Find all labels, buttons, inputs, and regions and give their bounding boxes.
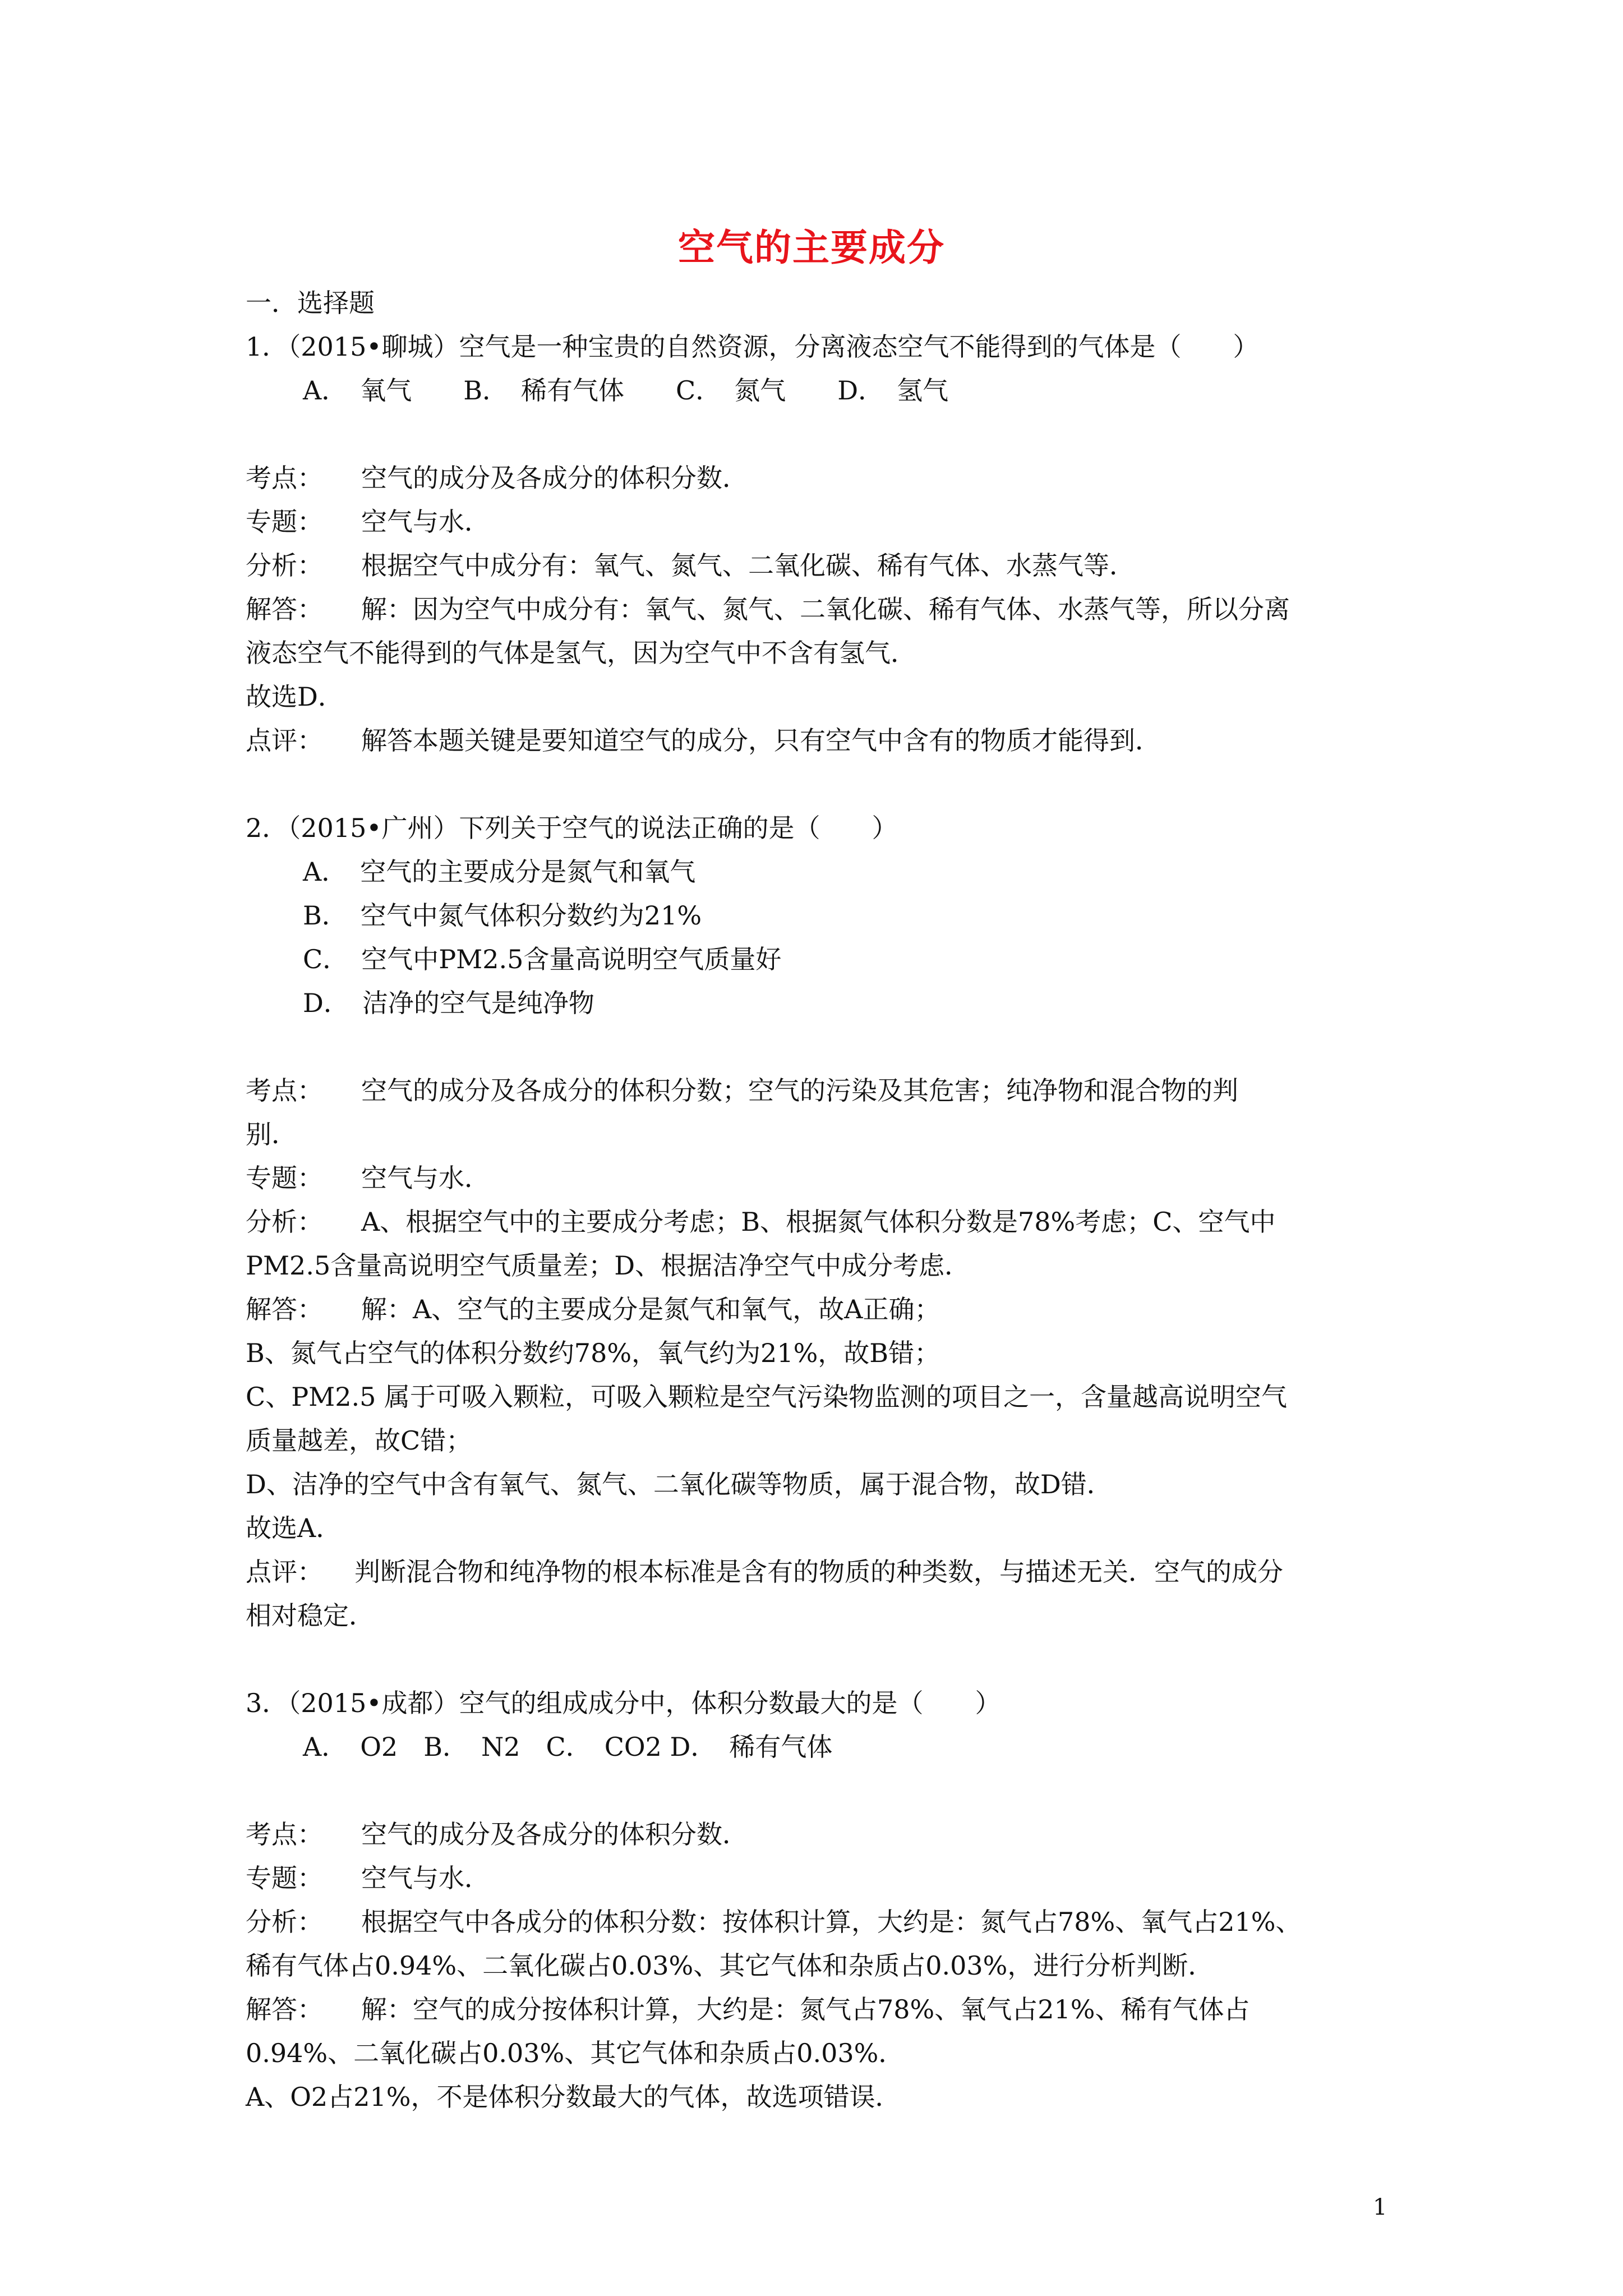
q3-jieda-a: A、O2占21%，不是体积分数最大的气体，故选项错误． (246, 2082, 901, 2112)
q2-fenxi-cont: PM2.5含量高说明空气质量差；D、根据洁净空气中成分考虑． (246, 1250, 971, 1281)
q2-option-b: B． 空气中氮气体积分数约为21% (303, 900, 702, 931)
q3-stem: 3．（2015•成都）空气的组成成分中，体积分数最大的是（ ） (246, 1688, 1001, 1718)
page-title: 空气的主要成分 (678, 226, 945, 269)
q1-dianping (246, 724, 1161, 757)
label: 专题： (246, 1163, 323, 1193)
label: 解答： (246, 1294, 323, 1324)
q3-fenxi-cont: 稀有气体占0.94%、二氧化碳占0.03%、其它气体和杂质占0.03%，进行分析判断． (246, 1950, 1214, 1981)
label: 分析： (246, 1907, 323, 1937)
q1-zhuanti (246, 505, 490, 539)
q3-jieda (246, 1993, 1249, 2026)
q2-option-c: C． 空气中PM2.5含量高说明空气质量好 (303, 944, 782, 974)
q2-jieda-b: B、氮气占空气的体积分数约78%，氧气约为21%，故B错； (246, 1338, 940, 1368)
text: 空气的成分及各成分的体积分数． (361, 463, 748, 493)
text: 空气与水． (361, 507, 490, 537)
label: 分析： (246, 550, 323, 581)
label: 解答： (246, 594, 323, 624)
q1-jieda-cont: 液态空气不能得到的气体是氢气，因为空气中不含有氢气． (246, 638, 916, 668)
q1-kaodian (246, 461, 748, 495)
q2-dianping (246, 1555, 1283, 1589)
label: 考点： (246, 1819, 323, 1849)
text: 解：A、空气的主要成分是氮气和氧气，故A正确； (361, 1294, 940, 1324)
page-number: 1 (1373, 2194, 1387, 2220)
text: 空气的成分及各成分的体积分数． (361, 1819, 748, 1849)
text: A、根据空气中的主要成分考虑；B、根据氮气体积分数是78%考虑；C、空气中 (361, 1207, 1276, 1237)
text: 空气的成分及各成分的体积分数；空气的污染及其危害；纯净物和混合物的判 (361, 1075, 1238, 1106)
text: 解：因为空气中成分有：氧气、氮气、二氧化碳、稀有气体、水蒸气等，所以分离 (361, 594, 1290, 624)
label: 解答： (246, 1994, 323, 2024)
q2-jieda-d: D、洁净的空气中含有氧气、氮气、二氧化碳等物质，属于混合物，故D错． (246, 1469, 1113, 1499)
q2-answer: 故选A． (246, 1513, 342, 1543)
q1-stem: 1．（2015•聊城）空气是一种宝贵的自然资源，分离液态空气不能得到的气体是（ ） (246, 332, 1259, 362)
q2-option-d: D． 洁净的空气是纯净物 (303, 988, 594, 1018)
q3-zhuanti (246, 1861, 490, 1895)
label: 点评： (246, 1557, 323, 1587)
q2-jieda (246, 1292, 940, 1326)
text: 根据空气中成分有：氧气、氮气、二氧化碳、稀有气体、水蒸气等． (361, 550, 1135, 581)
label: 专题： (246, 507, 323, 537)
q3-fenxi (246, 1905, 1301, 1939)
label: 考点： (246, 463, 323, 493)
q1-answer: 故选D． (246, 682, 344, 712)
text: 解答本题关键是要知道空气的成分，只有空气中含有的物质才能得到． (361, 725, 1161, 756)
q2-jieda-c: C、PM2.5 属于可吸入颗粒，可吸入颗粒是空气污染物监测的项目之一，含量越高说明空气 (246, 1382, 1288, 1412)
q2-jieda-c-cont: 质量越差，故C错； (246, 1425, 472, 1456)
text: 判断混合物和纯净物的根本标准是含有的物质的种类数，与描述无关．空气的成分 (354, 1557, 1283, 1587)
q1-jieda (246, 592, 1290, 626)
q3-kaodian (246, 1818, 748, 1851)
q3-jieda-cont: 0.94%、二氧化碳占0.03%、其它气体和杂质占0.03%． (246, 2038, 905, 2068)
text: 空气与水． (361, 1863, 490, 1893)
text: 解：空气的成分按体积计算，大约是：氮气占78%、氧气占21%、稀有气体占 (361, 1994, 1250, 2024)
q2-fenxi (246, 1205, 1275, 1239)
q1-fenxi (246, 549, 1135, 582)
section-heading: 一．选择题 (246, 288, 375, 318)
label: 专题： (246, 1863, 323, 1893)
text: 空气与水． (361, 1163, 490, 1193)
q3-options: A． O2 B． N2 C． CO2 D． 稀有气体 (303, 1732, 833, 1762)
q2-dianping-cont: 相对稳定． (246, 1600, 375, 1631)
label: 考点： (246, 1075, 323, 1106)
text: 根据空气中各成分的体积分数：按体积计算，大约是：氮气占78%、氧气占21%、 (361, 1907, 1302, 1937)
q2-stem: 2．（2015•广州）下列关于空气的说法正确的是（ ） (246, 813, 898, 843)
q2-kaodian (246, 1074, 1238, 1107)
q2-kaodian-cont: 别． (246, 1119, 297, 1149)
label: 点评： (246, 725, 323, 756)
q2-zhuanti (246, 1161, 490, 1195)
label: 分析： (246, 1207, 323, 1237)
q1-options: A． 氧气 B． 稀有气体 C． 氮气 D． 氢气 (303, 375, 949, 406)
q2-option-a: A． 空气的主要成分是氮气和氧气 (303, 857, 696, 887)
